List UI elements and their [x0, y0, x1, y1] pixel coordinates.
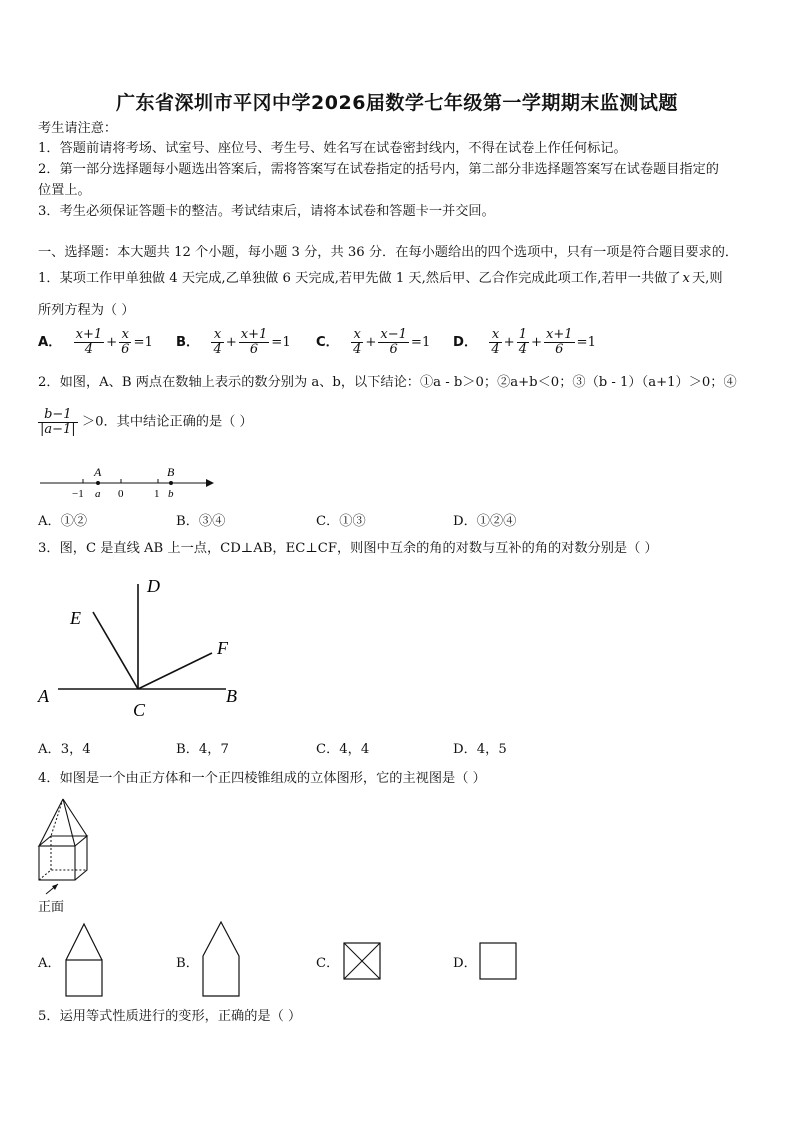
q4-option-d-figure[interactable] — [477, 940, 519, 982]
point-a — [96, 481, 100, 485]
question-1-stem-cont: 所列方程为（ ） — [38, 303, 135, 318]
point-a-label: A — [94, 465, 102, 479]
q4-option-a-label: A． — [38, 956, 61, 971]
q3-option-d[interactable]: D．4，5 — [453, 742, 507, 757]
label-f: F — [217, 638, 228, 658]
tick-label-neg1: −1 — [72, 488, 84, 500]
label-d: D — [147, 576, 160, 596]
q4-option-c-label: C． — [316, 956, 340, 971]
value-label-a: a — [95, 488, 101, 500]
label-a: A — [38, 686, 49, 706]
tick-label-0: 0 — [118, 488, 124, 500]
question-2-stem: 2．如图，A、B 两点在数轴上表示的数分别为 a、b，以下结论：①a - b＞0；②a+b＜0；③（b - 1）（a+1）＞0；④ — [38, 375, 737, 390]
q2-option-b[interactable]: B．③④ — [176, 514, 226, 529]
label-e: E — [70, 608, 81, 628]
notice-item-2: 2．第一部分选择题每小题选出答案后，需将答案写在试卷指定的括号内，第二部分非选择题答案写在试卷题目指定的 — [38, 162, 719, 177]
q1-option-b[interactable]: B． $\frac{x}{4}$ + $\frac{x+1}{6}$ =1 — [176, 327, 291, 357]
question-1-stem: 1．某项工作甲单独做 4 天完成,乙单独做 6 天完成,若甲先做 1 天,然后甲、乙合作完成此项工作,若甲一共做了 x 天,则 — [38, 271, 723, 286]
value-label-b: b — [168, 488, 174, 500]
tick-label-1: 1 — [154, 488, 160, 500]
front-label: 正面 — [38, 900, 65, 915]
solid-figure — [34, 796, 94, 896]
q4-option-b-label: B． — [176, 956, 199, 971]
q1-option-a[interactable]: A． $\frac{x+1}{4}$ + $\frac{x}{6}$ =1 — [38, 327, 153, 357]
q3-option-b[interactable]: B．4，7 — [176, 742, 229, 757]
label-c: C — [133, 700, 146, 720]
q3-option-c[interactable]: C．4，4 — [316, 742, 370, 757]
q3-option-a[interactable]: A．3，4 — [38, 742, 91, 757]
q1-option-d[interactable]: D． $\frac{x}{4}$ + $\frac{1}{4}$ + $\frac{x+1}{6}$ =1 — [453, 327, 596, 357]
notice-heading: 考生请注意： — [38, 121, 118, 136]
notice-item-1: 1．答题前请将考场、试室号、座位号、考生号、姓名写在试卷密封线内，不得在试卷上作任何标记。 — [38, 141, 627, 156]
ray-cf — [138, 653, 212, 689]
section-heading: 一、选择题：本大题共 12 个小题，每小题 3 分，共 36 分．在每小题给出的四个选项中，只有一项是符合题目要求的． — [38, 245, 739, 260]
number-line-figure — [38, 464, 218, 504]
ray-ce — [93, 612, 138, 689]
page-title: 广东省深圳市平冈中学2026届数学七年级第一学期期末监测试题 — [116, 92, 678, 114]
q1-option-c[interactable]: C． $\frac{x}{4}$ + $\frac{x-1}{6}$ =1 — [316, 327, 431, 357]
notice-item-2-cont: 位置上。 — [38, 183, 91, 198]
q4-option-d-label: D． — [453, 956, 477, 971]
q4-option-c-figure[interactable] — [341, 940, 383, 982]
q2-option-a[interactable]: A．①② — [38, 514, 88, 529]
angle-figure — [30, 570, 260, 725]
q4-option-b-figure[interactable] — [198, 918, 244, 1000]
question-4-stem: 4．如图是一个由正方体和一个正四棱锥组成的立体图形，它的主视图是（ ） — [38, 771, 486, 786]
question-3-stem: 3．图，C 是直线 AB 上一点，CD⊥AB，EC⊥CF，则图中互余的角的对数与互补的角的对数分别是（ ） — [38, 541, 658, 556]
point-b — [169, 481, 173, 485]
question-2-stem-cont: $\frac{b-1}{|a-1|}$ ＞0．其中结论正确的是（ ） — [40, 407, 253, 437]
label-b: B — [226, 686, 237, 706]
notice-item-3: 3．考生必须保证答题卡的整洁。考试结束后，请将本试卷和答题卡一并交回。 — [38, 204, 495, 219]
question-5-stem: 5．运用等式性质进行的变形，正确的是（ ） — [38, 1009, 302, 1024]
q4-option-a-figure[interactable] — [60, 918, 108, 1000]
q2-option-c[interactable]: C．①③ — [316, 514, 366, 529]
point-b-label: B — [167, 465, 175, 479]
q2-option-d[interactable]: D．①②④ — [453, 514, 517, 529]
